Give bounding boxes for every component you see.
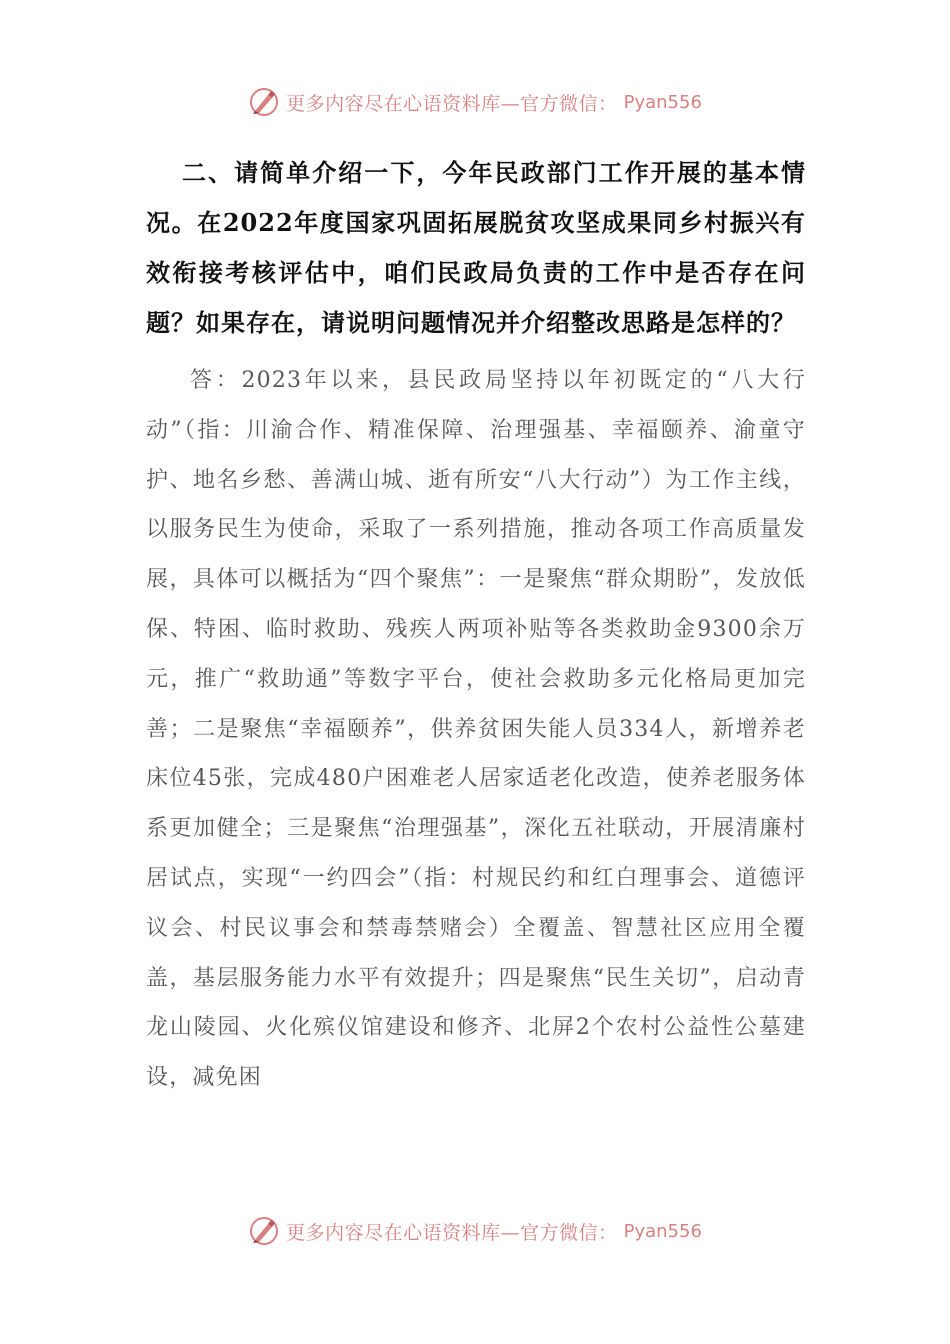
pen-logo-icon [248, 1215, 280, 1247]
pen-logo-icon [248, 86, 280, 118]
watermark-brand-text: 更多内容尽在心语资料库—官方微信： [286, 92, 618, 115]
watermark-header [0, 86, 950, 118]
watermark-wechat-id: Pyan556 [623, 91, 702, 113]
watermark-footer [0, 1215, 950, 1247]
answer-paragraph: 答：2023年以来，县民政局坚持以年初既定的“八大行动”（指：川渝合作、精准保障、治理强基、幸福颐养、渝童守护、地名乡愁、善满山城、逝有所安“八大行动”）为工作主线，以服务民生为使命，采取了一系列措施，推动各项工作高质量发展，具体可以概括为“四个聚焦”：一是聚焦“群众期盼”，发放低保、特困、临时救助、残疾人两项补贴等各类救助金9300余万元，推广“救助通”等数字平台，使社会救助多元化格局更加完善；二是聚焦“幸福颐养”，供养贫困失能人员334人，新增养老床位45张，完成480户困难老人居家适老化改造，使养老服务体系更加健全；三是聚焦“治理强基”，深化五社联动，开展清廉村居试点，实现“一约四会”（指：村规民约和红白理事会、道德评议会、村民议事会和禁毒禁赌会）全覆盖、智慧社区应用全覆盖，基层服务能力水平有效提升；四是聚焦“民生关切”，启动青龙山陵园、火化殡仪馆建设和修齐、北屏2个农村公益性公墓建设，减免困 [146, 368, 806, 1091]
question-heading: 二、请简单介绍一下，今年民政部门工作开展的基本情况。在2022年度国家巩固拓展脱贫攻坚成果同乡村振兴有效衔接考核评估中，咱们民政局负责的工作中是否存在问题？如果存在，请说明问题情况并介绍整改思路是怎样的？ [146, 158, 806, 337]
watermark-brand-text: 更多内容尽在心语资料库—官方微信： [286, 1221, 618, 1244]
watermark-wechat-id: Pyan556 [623, 1220, 702, 1242]
document-body [146, 148, 806, 1103]
